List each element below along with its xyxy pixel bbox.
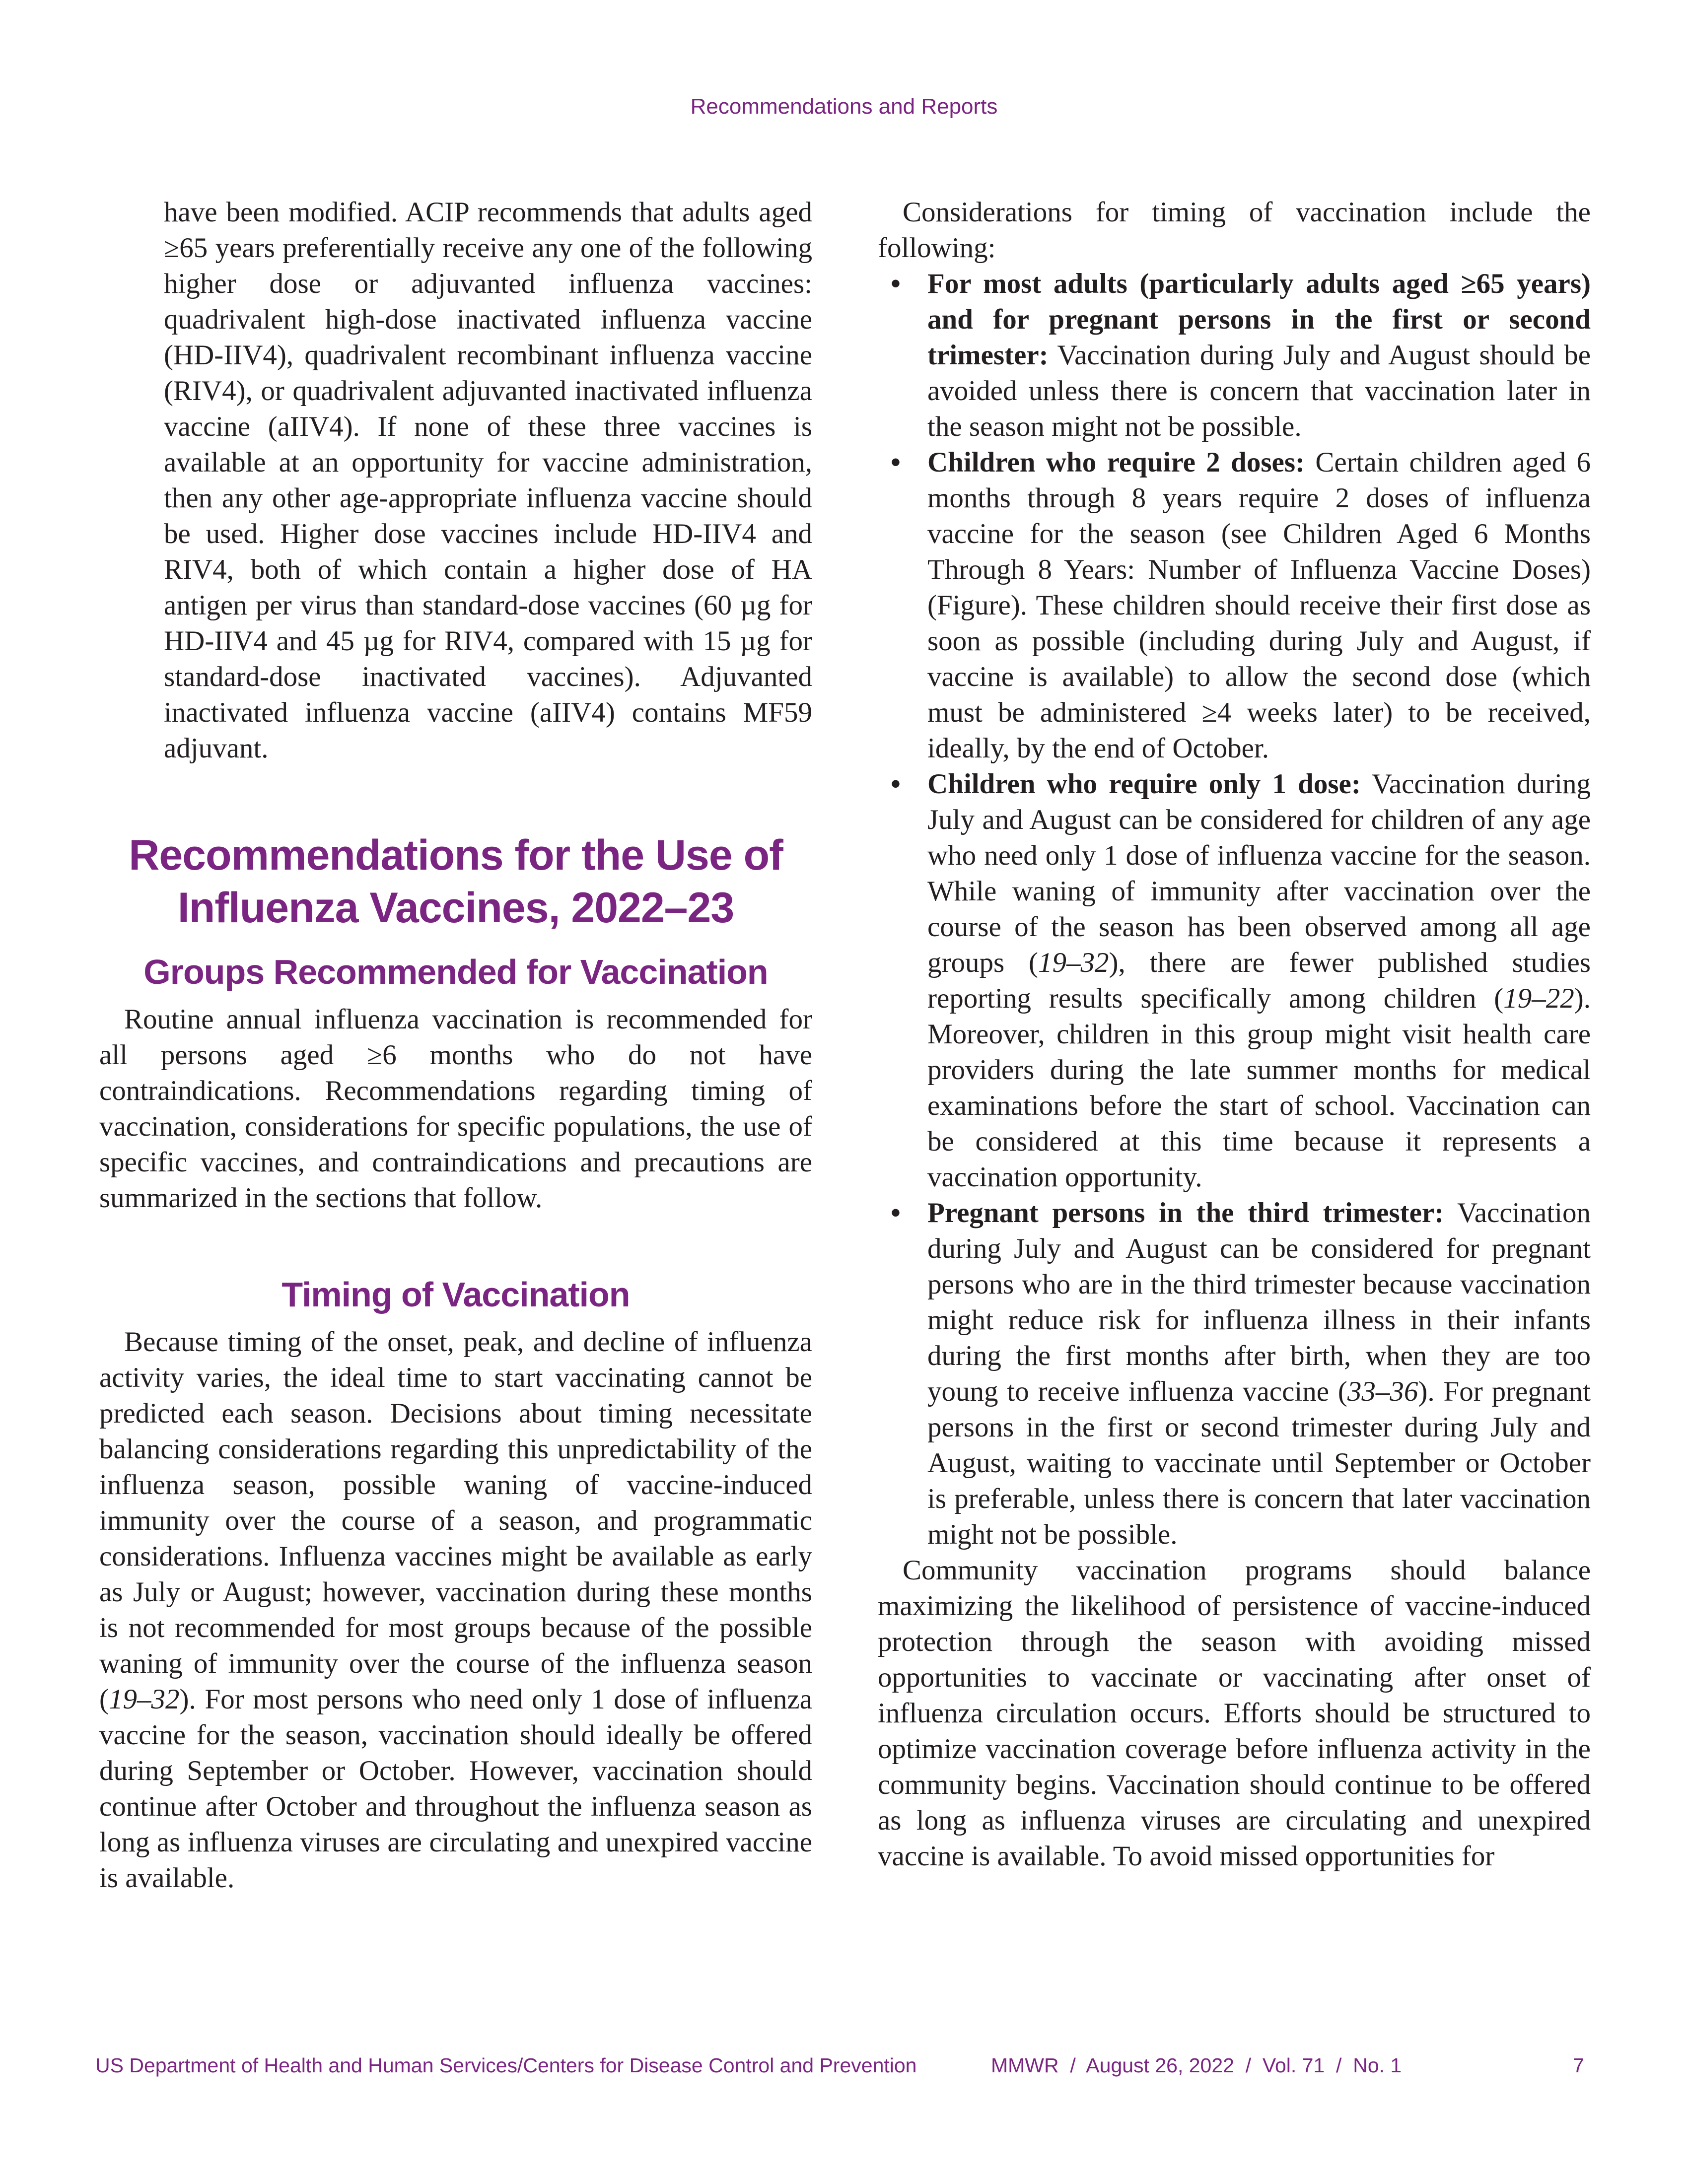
bullet-text: ). For pregnant persons in the first or second trimester during July and August, waiting to vaccinate until September or October is preferable, unless there is concern that later vaccination might not be possible. — [927, 1376, 1591, 1550]
citation: 19–32 — [108, 1684, 180, 1715]
bullet-text: ). Moreover, children in this group might visit health care providers during the late summer months for medical examinations before the start of school. Vaccination can be considered at this time because it represents a vaccination opportunity. — [927, 983, 1591, 1193]
footer-agency: US Department of Health and Human Services/Centers for Disease Control and Prevention — [95, 2054, 917, 2077]
intro-paragraph: have been modified. ACIP recommends that adults aged ≥65 years preferentially receive any one of the following higher dose or adjuvanted influenza vaccines: quadrivalent high-dose inactivated influenza vaccine (HD-IIV4), quadrivalent recombinant influenza vaccine (RIV4), or quadrivalent adjuvanted inactivated influenza vaccine (aIIV4). If none of these three vaccines is available at an opportunity for vaccine administration, then any other age-appropriate influenza vaccine should be used. Higher dose vaccines include HD-IIV4 and RIV4, both of which contain a higher dose of HA antigen per virus than standard-dose vaccines (60 µg for HD-IIV4 and 45 µg for RIV4, compared with 15 µg for standard-dose inactivated vaccines). Adjuvanted inactivated influenza vaccine (aIIV4) contains MF59 adjuvant. — [164, 197, 812, 764]
timing-paragraph — [99, 1324, 812, 1896]
section-title — [99, 829, 812, 934]
bullet-lead: Pregnant persons in the third trimester: — [927, 1197, 1444, 1228]
bullet-icon: • — [891, 268, 901, 299]
citation: 19–32 — [1038, 947, 1109, 978]
bullet-icon: • — [891, 447, 901, 478]
groups-heading: Groups Recommended for Vaccination — [143, 953, 768, 991]
section-title-line1: Recommendations for the Use of — [129, 831, 783, 879]
timing-text-part1: Because timing of the onset, peak, and decline of influenza activity varies, the ideal time to start vaccinating cannot be predicted each season. Decisions about timing necessitate balancing considerations regarding this unpredictability of the influenza season, possible waning of vaccine-induced immunity over the course of a season, and programmatic considerations. Influenza vaccines might be available as early as July or August; however, vaccination during these months is not recommended for most groups because of the possible waning of immunity over the course of the influenza season ( — [99, 1326, 812, 1715]
groups-paragraph: Routine annual influenza vaccination is recommended for all persons aged ≥6 months who do not have contraindications. Recommendations regarding timing of vaccination, considerations for specific populations, the use of specific vaccines, and contraindications and precautions are summarized in the sections that follow. — [99, 1004, 812, 1214]
bullet-text: Certain children aged 6 months through 8 years require 2 doses of influenza vaccine for the season (see Children Aged 6 Months Through 8 Years: Number of Influenza Vaccine Doses) (Figure). These children should receive their first dose as soon as possible (including during July and August, if vaccine is available) to allow the second dose (which must be administered ≥4 weeks later) to be received, ideally, by the end of October. — [927, 447, 1591, 764]
considerations-intro: Considerations for timing of vaccination include the following: — [878, 197, 1591, 264]
bullet-text: Vaccination during July and August can be considered for children of any age who need only 1 dose of influenza vaccine for the season. While waning of immunity after vaccination over the course of the season has been observed among all age groups ( — [927, 768, 1591, 978]
right-column — [878, 195, 1591, 1874]
left-column — [99, 195, 812, 1896]
bullet-icon: • — [891, 1197, 901, 1228]
citation: 19–22 — [1503, 983, 1574, 1014]
section-title-line2: Influenza Vaccines, 2022–23 — [177, 884, 734, 932]
bullet-text: ), there are fewer published studies reporting results specifically among children ( — [927, 947, 1591, 1014]
list-item — [878, 1195, 1591, 1553]
bullet-lead: Children who require only 1 dose: — [927, 768, 1361, 800]
closing-paragraph: Community vaccination programs should balance maximizing the likelihood of persistence of vaccine-induced protection through the season with avoiding missed opportunities to vaccinate or vaccinating after onset of influenza circulation occurs. Efforts should be structured to optimize vaccination coverage before influenza activity in the community begins. Vaccination should continue to be offered as long as influenza viruses are circulating and unexpired vaccine is available. To avoid missed opportunities for — [878, 1555, 1591, 1872]
bullet-lead: Children who require 2 doses: — [927, 447, 1305, 478]
running-head: Recommendations and Reports — [690, 94, 998, 119]
bullet-lead: For most adults (particularly adults aged ≥65 years) and for pregnant persons in the first or second trimester: — [927, 268, 1591, 371]
list-item — [878, 266, 1591, 445]
citation: 33–36 — [1347, 1376, 1418, 1407]
bullet-text: Vaccination during July and August can be considered for pregnant persons who are in the third trimester because vaccination might reduce risk for influenza illness in their infants during the first months after birth, when they are too young to receive influenza vaccine ( — [927, 1197, 1591, 1407]
footer-issue: MMWR / August 26, 2022 / Vol. 71 / No. 1 — [991, 2054, 1402, 2077]
list-item — [878, 445, 1591, 766]
considerations-list — [878, 266, 1591, 1553]
timing-heading: Timing of Vaccination — [281, 1275, 630, 1314]
bullet-icon: • — [891, 768, 901, 800]
bullet-text: Vaccination during July and August should be avoided unless there is concern that vaccination later in the season might not be possible. — [927, 340, 1591, 442]
timing-text-part2: ). For most persons who need only 1 dose of influenza vaccine for the season, vaccination should ideally be offered during September or October. However, vaccination should continue after October and throughout the influenza season as long as influenza viruses are circulating and unexpired vaccine is available. — [99, 1684, 812, 1894]
list-item — [878, 766, 1591, 1195]
page-number: 7 — [1573, 2054, 1584, 2077]
